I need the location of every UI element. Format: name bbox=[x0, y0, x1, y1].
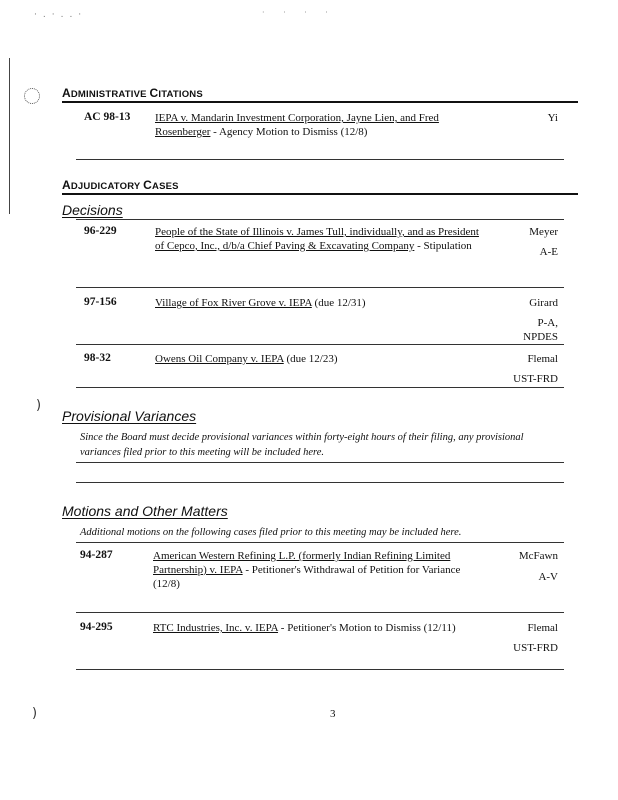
case-number: 94-295 bbox=[80, 621, 113, 633]
case-title: People of the State of Illinois v. James Tull, individually, and as President of Cepco, Inc., d/b/a Chief Paving & Excavating Company bbox=[155, 226, 479, 252]
case-description: IEPA v. Mandarin Investment Corporation, Jayne Lien, and Fred Rosenberger - Agency Motion to Dismiss (12/8) bbox=[155, 112, 439, 138]
scan-noise: · · · · bbox=[262, 8, 336, 17]
bracket-mark-icon: ) bbox=[32, 706, 38, 721]
case-title: Owens Oil Company v. IEPA bbox=[155, 353, 284, 365]
row-divider bbox=[76, 612, 564, 613]
case-number: 94-287 bbox=[80, 549, 113, 561]
punch-hole-icon bbox=[24, 88, 40, 104]
board-member: Yi bbox=[547, 112, 558, 124]
board-member: Girard bbox=[529, 297, 558, 309]
case-type: A-V bbox=[538, 571, 558, 583]
scan-noise: ·.·..· bbox=[34, 10, 88, 20]
motions-note: Additional motions on the following cases filed prior to this meeting may be included here. bbox=[80, 527, 462, 538]
case-type: UST-FRD bbox=[513, 373, 558, 385]
case-number: 97-156 bbox=[84, 296, 117, 308]
section-rule bbox=[62, 193, 578, 195]
page-number: 3 bbox=[330, 708, 336, 720]
case-description: People of the State of Illinois v. James Tull, individually, and as President of Cepco, Inc., d/b/a Chief Paving & Excavating Company - Stipulation bbox=[155, 226, 479, 252]
case-type: P-A, NPDES bbox=[523, 317, 558, 343]
case-description: Village of Fox River Grove v. IEPA (due 12/31) bbox=[155, 297, 366, 309]
row-divider bbox=[76, 387, 564, 388]
case-type: A-E bbox=[539, 246, 558, 258]
section-title-administrative-citations: ADMINISTRATIVE CITATIONS bbox=[62, 86, 203, 100]
row-divider bbox=[76, 344, 564, 345]
bracket-mark-icon: ) bbox=[36, 398, 42, 413]
case-type: UST-FRD bbox=[513, 642, 558, 654]
section-title-adjudicatory-cases: ADJUDICATORY CASES bbox=[62, 178, 179, 192]
case-number: AC 98-13 bbox=[84, 111, 131, 123]
case-number: 96-229 bbox=[84, 225, 117, 237]
board-member: Flemal bbox=[527, 622, 558, 634]
board-member: McFawn bbox=[518, 550, 558, 562]
subheading-provisional-variances: Provisional Variances bbox=[62, 408, 197, 424]
case-description: RTC Industries, Inc. v. IEPA - Petitioner's Motion to Dismiss (12/11) bbox=[153, 622, 456, 634]
case-description: Owens Oil Company v. IEPA (due 12/23) bbox=[155, 353, 338, 365]
binding-edge-line bbox=[9, 58, 10, 214]
subheading-decisions: Decisions bbox=[62, 202, 123, 218]
row-divider bbox=[76, 669, 564, 670]
row-divider bbox=[76, 159, 564, 160]
subheading-motions: Motions and Other Matters bbox=[62, 503, 228, 519]
row-divider bbox=[76, 287, 564, 288]
row-divider bbox=[76, 542, 564, 543]
provisional-note: Since the Board must decide provisional variances within forty-eight hours of their filing, any provisional variances filed prior to this meeting will be included here. bbox=[80, 432, 524, 458]
case-title: American Western Refining L.P. (formerly Indian Refining Limited Partnership) v. IEPA bbox=[153, 550, 451, 576]
section-rule bbox=[62, 101, 578, 103]
row-divider bbox=[76, 482, 564, 483]
case-title: RTC Industries, Inc. v. IEPA bbox=[153, 622, 279, 634]
case-title: Village of Fox River Grove v. IEPA bbox=[155, 297, 312, 309]
row-divider bbox=[76, 462, 564, 463]
row-divider bbox=[76, 219, 564, 220]
case-number: 98-32 bbox=[84, 352, 111, 364]
case-description: American Western Refining L.P. (formerly Indian Refining Limited Partnership) v. IEPA - Petitioner's Withdrawal of Petition for Variance (12/8) bbox=[153, 550, 461, 590]
board-member: Flemal bbox=[527, 353, 558, 365]
board-member: Meyer bbox=[529, 226, 558, 238]
case-title: IEPA v. Mandarin Investment Corporation, Jayne Lien, and Fred Rosenberger bbox=[155, 112, 439, 138]
